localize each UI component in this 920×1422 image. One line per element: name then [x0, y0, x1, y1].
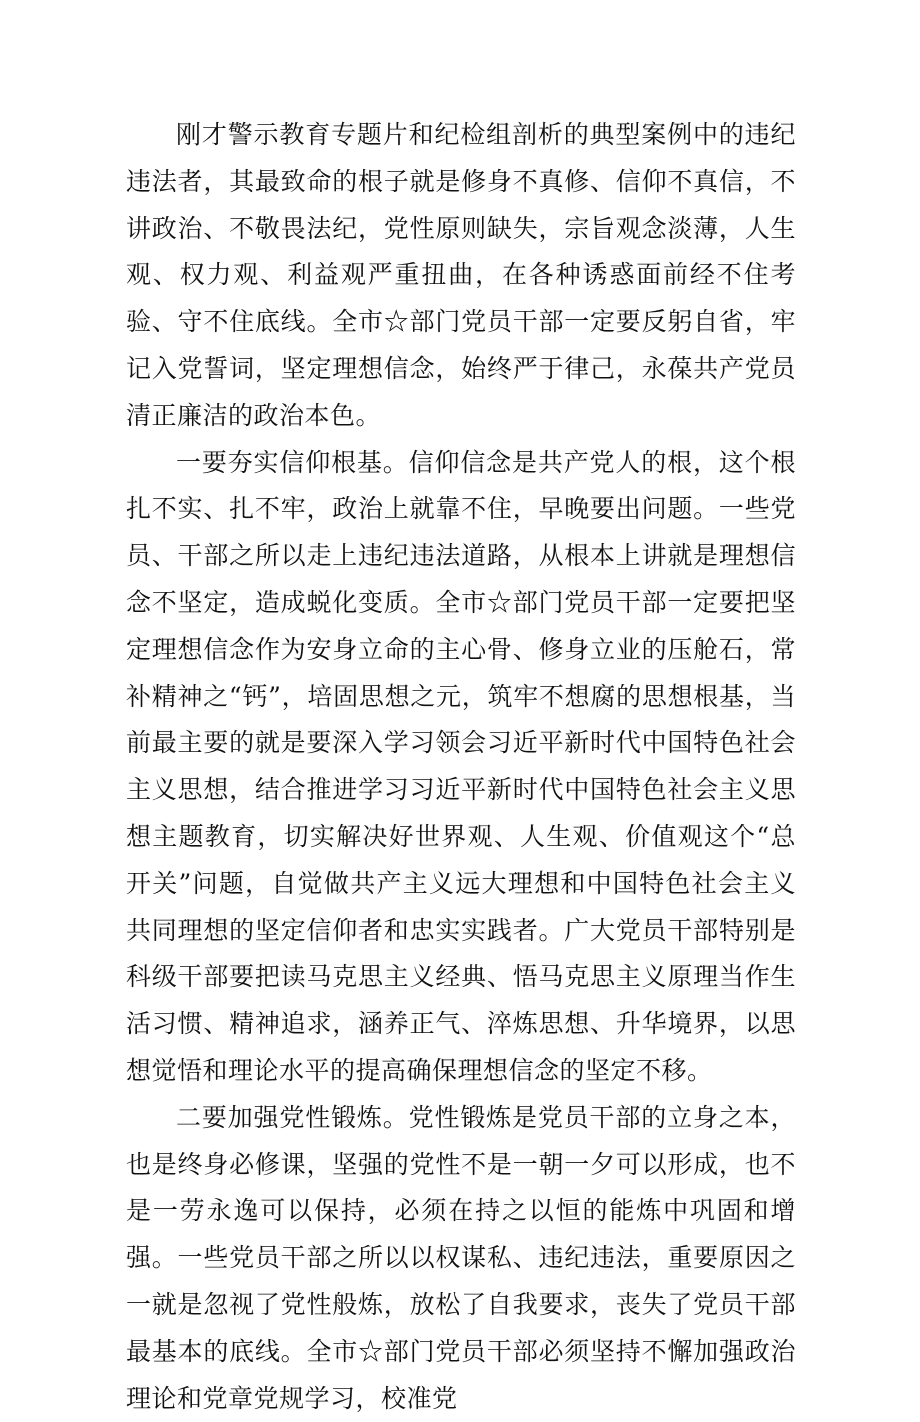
- paragraph-faith-foundation: 一要夯实信仰根基。信仰信念是共产党人的根，这个根扎不实、扎不牢，政治上就靠不住，早晚要出问题。一些党员、干部之所以走上违纪违法道路，从根本上讲就是理想信念不坚定，造成蜕化变质。全市☆部门党员干部一定要把坚定理想信念作为安身立命的主心骨、修身立业的压舱石，常补精神之“钙”，培固思想之元，筑牢不想腐的思想根基，当前最主要的就是要深入学习领会习近平新时代中国特色社会主义思想，结合推进学习习近平新时代中国特色社会主义思想主题教育，切实解决好世界观、人生观、价值观这个“总开关”问题，自觉做共产主义远大理想和中国特色社会主义共同理想的坚定信仰者和忠实实践者。广大党员干部特别是科级干部要把读马克思主义经典、悟马克思主义原理当作生活习惯、精神追求，涵养正气、淬炼思想、升华境界，以思想觉悟和理论水平的提高确保理想信念的坚定不移。: [126, 447, 796, 1085]
- paragraph-intro: 刚才警示教育专题片和纪检组剖析的典型案例中的违纪违法者，其最致命的根子就是修身不真修、信仰不真信，不讲政治、不敬畏法纪，党性原则缺失，宗旨观念淡薄，人生观、权力观、利益观严重扭曲，在各种诱惑面前经不住考验、守不住底线。全市☆部门党员干部一定要反躬自省，牢记入党誓词，坚定理想信念，始终严于律己，永葆共产党员清正廉洁的政治本色。: [126, 120, 796, 430]
- paragraph-party-spirit: 二要加强党性锻炼。党性锻炼是党员干部的立身之本，也是终身必修课，坚强的党性不是一朝一夕可以形成，也不是一劳永逸可以保持，必须在持之以恒的能炼中巩固和增强。一些党员干部之所以以权谋私、违纪违法，重要原因之一就是忽视了党性般炼，放松了自我要求，丧失了党员干部最基本的底线。全市☆部门党员干部必须坚持不懈加强政治理论和党章党规学习，校准党: [126, 1102, 796, 1413]
